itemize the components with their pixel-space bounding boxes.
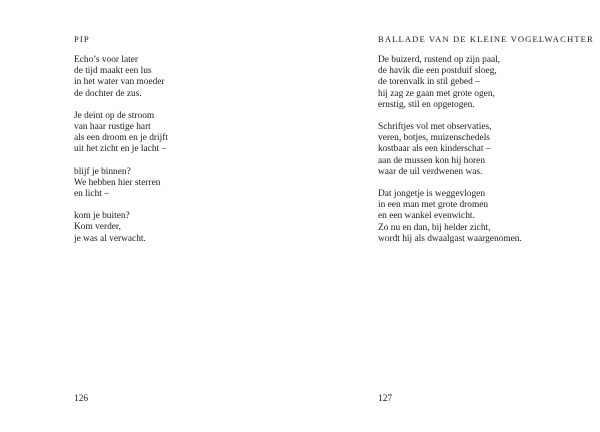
poem-line: kom je buiten? (74, 211, 130, 222)
poem-line: Dat jongetje is weggevlogen (378, 189, 486, 200)
stanza (74, 167, 168, 201)
poem-line: Kom verder, (74, 222, 122, 233)
poem-line: hij zag ze gaan met grote ogen, (378, 88, 495, 99)
running-head-left: PIP (74, 34, 90, 44)
poem-line: uit het zicht en je lacht – (74, 144, 167, 155)
page-number-right: 127 (378, 394, 393, 404)
poem-line: aan de mussen kon hij horen (378, 155, 486, 166)
poem-line: van haar rustige hart (74, 122, 151, 133)
stanza (74, 111, 168, 156)
stanza (74, 55, 168, 100)
poem-line: wordt hij als dwaalgast waargenomen. (378, 233, 522, 244)
poem-line: de dochter de zus. (74, 88, 142, 99)
poem-line: de havik die een postduif sloeg, (378, 66, 497, 77)
poem-left (74, 55, 168, 256)
poem-line: en een wankel evenwicht. (378, 211, 475, 222)
poem-line: waar de uil verdwenen was. (378, 166, 483, 177)
stanza (378, 189, 522, 245)
stanza (378, 122, 522, 178)
poem-line: kostbaar als een kinderschat – (378, 144, 491, 155)
running-head-right: BALLADE VAN DE KLEINE VOGELWACHTER (378, 34, 594, 44)
poem-line: Schriftjes vol met observaties, (378, 122, 492, 133)
poem-line: blijf je binnen? (74, 166, 131, 177)
poem-line: Zo nu en dan, bij helder zicht, (378, 222, 491, 233)
poem-line: in een man met grote dromen (378, 200, 489, 211)
poem-line: We hebben hier sterren (74, 177, 161, 188)
poem-line: De buizerd, rustend op zijn paal, (378, 55, 501, 65)
poem-line: de torenvalk in stil gebed – (378, 77, 480, 88)
page-number-left: 126 (74, 394, 89, 404)
poem-line: Je deint op de stroom (74, 110, 155, 121)
poem-line: en licht – (74, 189, 109, 200)
poem-line: Echo’s voor later (74, 55, 139, 65)
poem-right (378, 55, 522, 256)
poem-line: veren, botjes, muizenschedels (378, 133, 490, 144)
poem-line: in het water van moeder (74, 77, 165, 88)
poem-line: de tijd maakt een lus (74, 66, 152, 77)
stanza (74, 211, 168, 245)
poem-line: je was al verwacht. (74, 233, 146, 244)
poem-line: als een droom en je drijft (74, 133, 168, 144)
right-page (300, 0, 600, 432)
poem-line: ernstig, stil en opgetogen. (378, 99, 475, 110)
stanza (378, 55, 522, 111)
